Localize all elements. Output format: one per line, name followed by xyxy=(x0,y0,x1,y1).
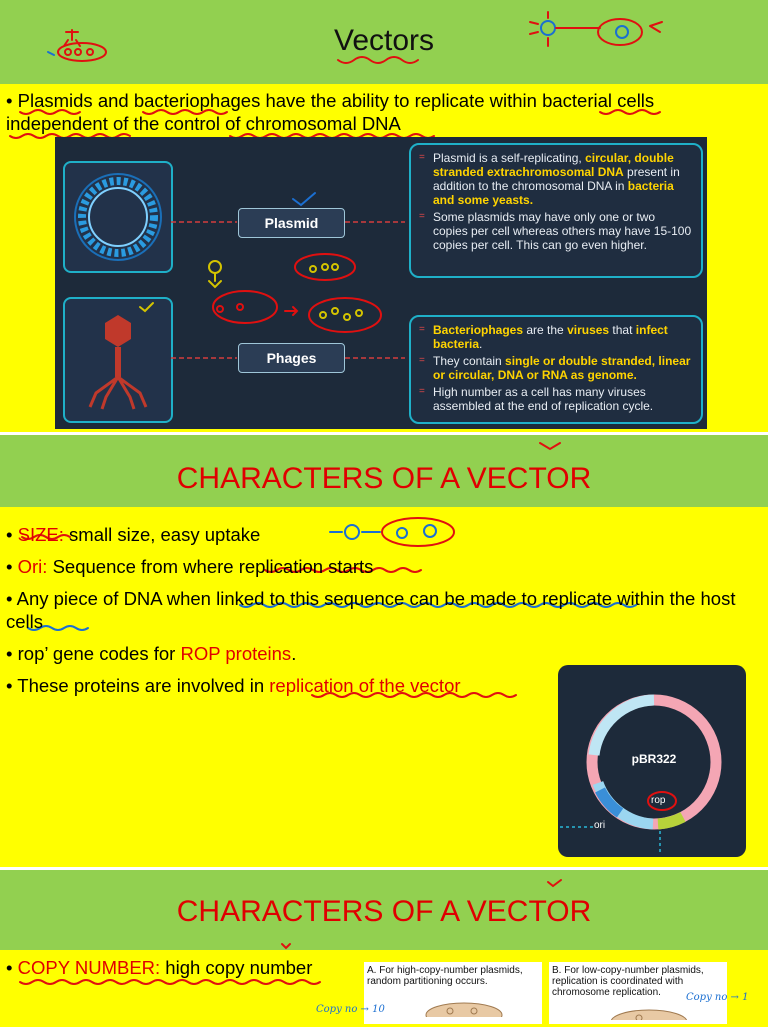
bullet-text: Any piece of DNA when linked to this sequence can be made to replicate within the host cells xyxy=(6,588,736,632)
rop-gene-label: rop xyxy=(651,795,666,806)
bullet-any-dna: • Any piece of DNA when linked to this sequence can be made to replicate within the host cells xyxy=(6,588,736,632)
bullet-key: COPY NUMBER: xyxy=(17,957,161,978)
plasmid-label-button: Plasmid xyxy=(238,208,345,238)
slide-title: CHARACTERS OF A VECTOR xyxy=(176,462,592,495)
bullet-text: rop’ gene codes for xyxy=(17,643,181,664)
bullet-text: Sequence from where replication starts xyxy=(47,556,374,577)
ori-label: ori xyxy=(594,820,606,831)
plasmid-name: pBR322 xyxy=(631,752,677,766)
phage-info-text: They contain xyxy=(433,354,506,368)
bullet-copy-number: • COPY NUMBER: high copy number xyxy=(6,957,313,978)
partition-diagram xyxy=(364,987,542,1017)
bullet-text: high copy number xyxy=(160,957,313,978)
bullet-text: small size, easy uptake xyxy=(63,524,261,545)
slide-title: CHARACTERS OF A VECTOR xyxy=(176,895,592,928)
handwritten-note-low: Copy no → 1 xyxy=(686,992,749,1003)
bullet-highlight: replication of the vector xyxy=(269,675,461,696)
plasmid-info-highlight: bacteria and some yeasts. xyxy=(433,179,674,207)
phage-info-text: . xyxy=(479,337,483,351)
bullet-ori: • Ori: Sequence from where replication starts xyxy=(6,556,374,577)
plasmid-info-text: present in addition to the chromosomal DNA in xyxy=(433,165,680,193)
bullet-key: SIZE: xyxy=(17,524,64,545)
phage-info-highlight: infect bacteria xyxy=(433,323,668,351)
panel-caption: A. For high-copy-number plasmids, random partitioning occurs. xyxy=(367,965,523,987)
phage-info-definition xyxy=(419,323,693,351)
phage-info-highlight: single or double stranded, linear or circular, DNA or RNA as genome. xyxy=(433,354,691,382)
bullet-highlight: ROP proteins xyxy=(180,643,292,664)
plasmid-info-definition xyxy=(419,151,693,207)
vector-infographic xyxy=(55,137,707,429)
plasmid-info-box xyxy=(409,143,703,278)
high-copy-panel xyxy=(364,962,542,1024)
phage-info-genome xyxy=(419,354,693,382)
phage-info-text: are the xyxy=(523,323,568,337)
bullet-rop-gene: • rop’ gene codes for ROP proteins. xyxy=(6,643,297,664)
plasmid-info-text: Plasmid is a self-replicating, xyxy=(433,151,586,165)
bullet-text: Plasmids and bacteriophages have the ability to replicate within bacterial cells independent of the control of chromosomal DNA xyxy=(6,90,655,134)
panel-caption: B. For low-copy-number plasmids, replication is coordinated with chromosome replication. xyxy=(552,965,704,998)
bullet-size: • SIZE: small size, easy uptake xyxy=(6,524,261,545)
bullet-plasmids: • Plasmids and bacteriophages have the ability to replicate within bacterial cells independent of the control of chromosomal DNA xyxy=(6,90,655,134)
bullet-key: Ori: xyxy=(17,556,48,577)
plasmid-info-highlight: circular, double stranded extrachromosomal DNA xyxy=(433,151,674,179)
handwritten-note-high: Copy no → 10 xyxy=(316,1004,385,1015)
phage-info-text: that xyxy=(609,323,636,337)
slide-vectors xyxy=(0,0,768,432)
plasmid-info-copies: = Some plasmids may have only one or two copies per cell whereas others may have 15-100 copies per cell. This can go even higher. xyxy=(419,210,693,252)
phages-label-button: Phages xyxy=(238,343,345,373)
bullet-text: . xyxy=(291,643,297,664)
phage-info-highlight: Bacteriophages xyxy=(433,323,524,337)
slide-title: Vectors xyxy=(333,24,435,57)
phage-info-highlight: viruses xyxy=(567,323,610,337)
bullet-proteins: • These proteins are involved in replication of the vector xyxy=(6,675,461,696)
phage-info-number: = High number as a cell has many viruses assembled at the end of replication cycle. xyxy=(419,385,693,413)
bullet-text: These proteins are involved in xyxy=(17,675,270,696)
pbr322-plasmid-map xyxy=(558,665,746,857)
phage-info-box xyxy=(409,315,703,424)
